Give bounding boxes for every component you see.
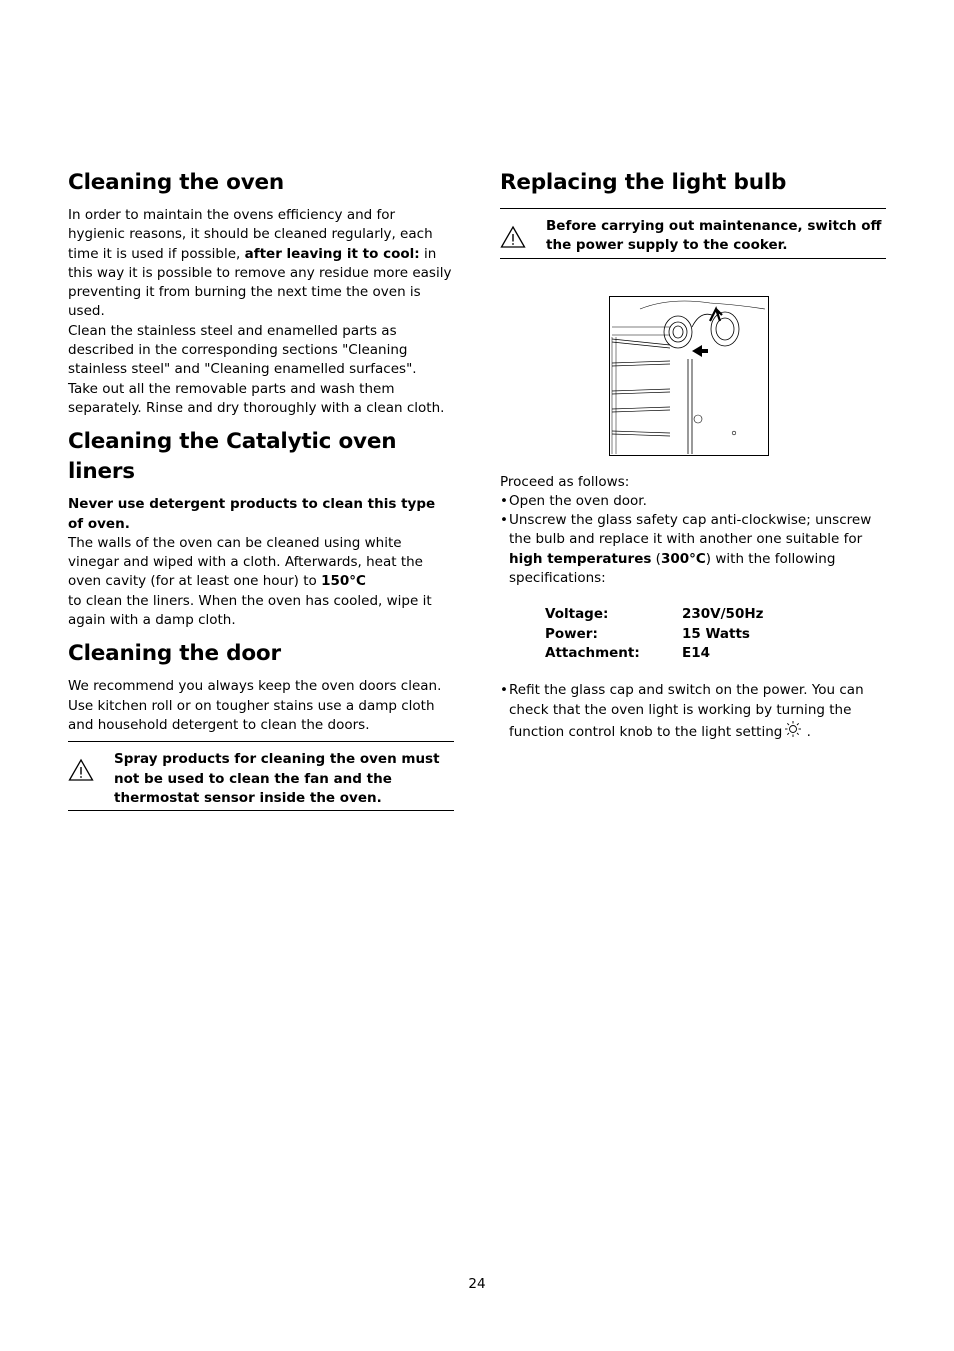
- door-warning-box: [68, 741, 454, 811]
- spec-row-power: Power: 15 Watts: [545, 625, 750, 642]
- left-column: [68, 168, 454, 811]
- warning-triangle-icon: [500, 217, 546, 253]
- procedure-steps: [500, 492, 886, 588]
- procedure-step-3: • Refit the glass cap and switch on the power. You can check that the oven light is working by turning the function control knob to the light setting .: [500, 681, 886, 744]
- bulb-warning-text: Before carrying out maintenance, switch off the power supply to the cooker.: [546, 218, 882, 254]
- door-warning-text: Spray products for cleaning the oven must not be used to clean the fan and the thermostat sensor inside the oven.: [114, 751, 440, 806]
- oven-paragraph-1: In order to maintain the ovens efficiency and for hygienic reasons, it should be cleaned regularly, each time it is used if possible, after leaving it to cool: in this way it is possible to remove any residue more easily preventing it from burning the next time the oven is used.: [68, 207, 452, 320]
- section-title-catalytic: Cleaning the Catalytic oven liners: [68, 429, 397, 485]
- oven-light-illustration: [609, 296, 769, 456]
- catalytic-warning: Never use detergent products to clean this type of oven.: [68, 496, 436, 532]
- oven-paragraph-3: Take out all the removable parts and wash them separately. Rinse and dry thoroughly with a clean cloth.: [68, 380, 445, 416]
- catalytic-paragraph-3: to clean the liners. When the oven has cooled, wipe it again with a damp cloth.: [68, 592, 432, 629]
- procedure-step-1: • Open the oven door.: [500, 492, 886, 511]
- catalytic-paragraph-2: oven cavity (for at least one hour) to 150°C: [68, 573, 366, 590]
- oven-paragraph-2: Clean the stainless steel and enamelled parts as described in the corresponding sections "Cleaning stainless steel" and "Cleaning enamelled surfaces".: [68, 322, 417, 378]
- catalytic-paragraph-1: The walls of the oven can be cleaned using white vinegar and wiped with a cloth. Afterwards, heat the: [68, 534, 423, 571]
- procedure-steps-final: [500, 681, 886, 744]
- right-column: [500, 168, 886, 744]
- door-paragraph: We recommend you always keep the oven doors clean. Use kitchen roll or on tougher stains use a damp cloth and household detergent to clean the doors.: [68, 678, 442, 733]
- section-title-cleaning-oven: Cleaning the oven: [68, 170, 285, 195]
- light-setting-icon: [784, 720, 802, 744]
- bulb-specifications: [545, 605, 886, 663]
- section-title-cleaning-door: Cleaning the door: [68, 641, 281, 667]
- bulb-warning-box: [500, 208, 886, 259]
- procedure-step-2: • Unscrew the glass safety cap anti-clockwise; unscrew the bulb and replace it with another one suitable for high temperatures (300°C) with the following specifications:: [500, 511, 886, 588]
- spec-row-attachment: Attachment: E14: [545, 644, 711, 661]
- procedure-intro: Proceed as follows:: [500, 473, 630, 490]
- spec-row-voltage: Voltage: 230V/50Hz: [545, 606, 764, 623]
- section-title-light-bulb: Replacing the light bulb: [500, 170, 787, 195]
- warning-triangle-icon: [68, 750, 114, 786]
- page-number: 24: [468, 1276, 486, 1292]
